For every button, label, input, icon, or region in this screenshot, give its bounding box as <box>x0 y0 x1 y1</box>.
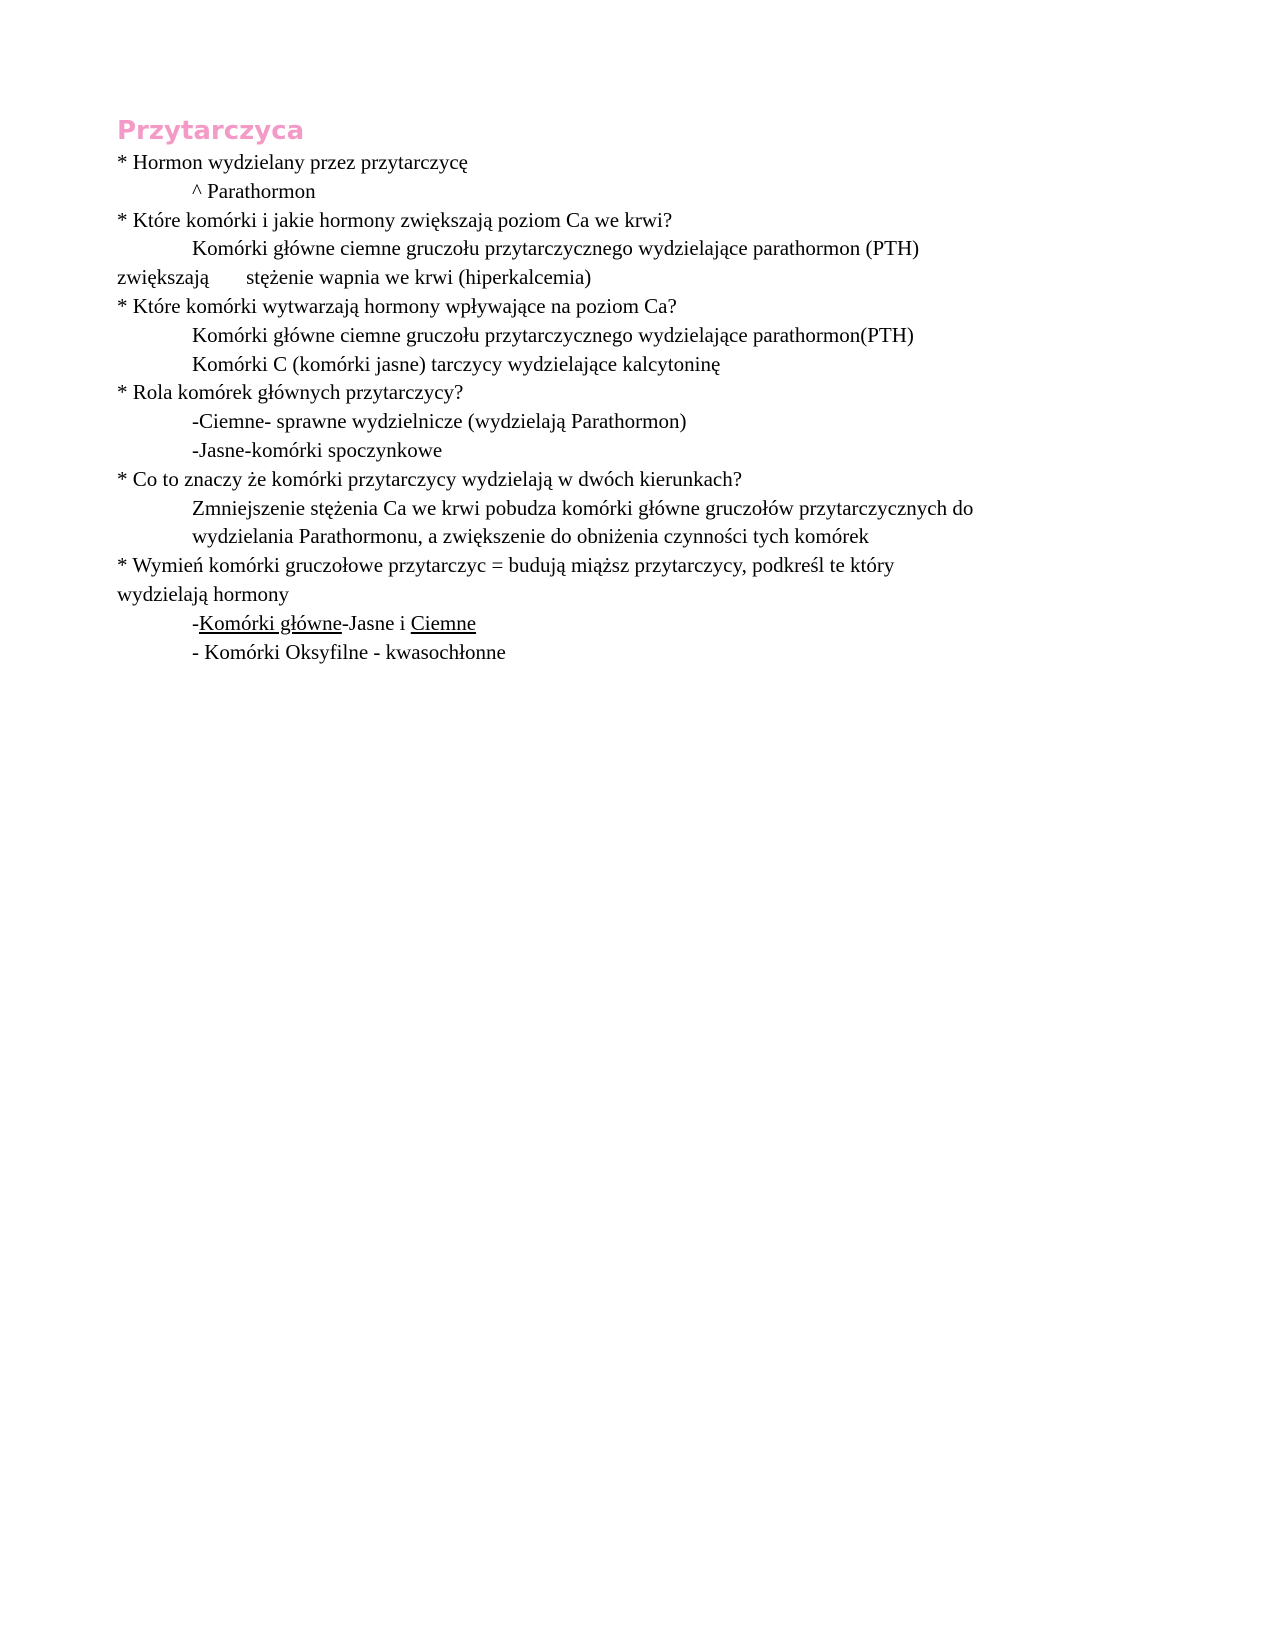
answer-line: Komórki główne ciemne gruczołu przytarczycznego wydzielające parathormon (PTH) <box>192 236 920 261</box>
question-line: * Wymień komórki gruczołowe przytarczyc = budują miąższ przytarczycy, podkreśl te który <box>117 553 895 578</box>
dash-prefix: - <box>192 610 199 635</box>
answer-text: -Jasne i <box>341 610 411 635</box>
underlined-text: Ciemne <box>410 610 477 635</box>
answer-text: zwiększają <box>117 265 210 290</box>
question-line: * Które komórki wytwarzają hormony wpływające na poziom Ca? <box>117 293 677 318</box>
question-line: * Które komórki i jakie hormony zwiększają poziom Ca we krwi? <box>117 207 673 232</box>
answer-line-continued <box>117 263 1157 292</box>
answer-line: wydzielania Parathormonu, a zwiększenie do obniżenia czynności tych komórek <box>192 524 870 549</box>
answer-line: Komórki główne ciemne gruczołu przytarczycznego wydzielające parathormon(PTH) <box>192 322 914 347</box>
answer-line <box>117 609 1157 638</box>
answer-line: -Jasne-komórki spoczynkowe <box>192 437 443 462</box>
answer-line: Komórki C (komórki jasne) tarczycy wydzielające kalcytoninę <box>192 351 721 376</box>
question-line: * Rola komórek głównych przytarczycy? <box>117 380 464 405</box>
page-title: Przytarczyca <box>117 116 305 146</box>
answer-line: Zmniejszenie stężenia Ca we krwi pobudza komórki główne gruczołów przytarczycznych do <box>192 495 974 520</box>
answer-line: -Ciemne- sprawne wydzielnicze (wydzielają Parathormon) <box>192 409 687 434</box>
answer-text: stężenie wapnia we krwi (hiperkalcemia) <box>246 265 592 290</box>
document-body <box>117 114 1157 666</box>
answer-line: - Komórki Oksyfilne - kwasochłonne <box>192 639 506 664</box>
question-line: * Co to znaczy że komórki przytarczycy wydzielają w dwóch kierunkach? <box>117 466 743 491</box>
underlined-text: Komórki główne <box>199 610 342 635</box>
question-line-continued: wydzielają hormony <box>117 581 290 606</box>
question-line: * Hormon wydzielany przez przytarczycę <box>117 150 468 174</box>
answer-line: ^ Parathormon <box>192 178 316 203</box>
